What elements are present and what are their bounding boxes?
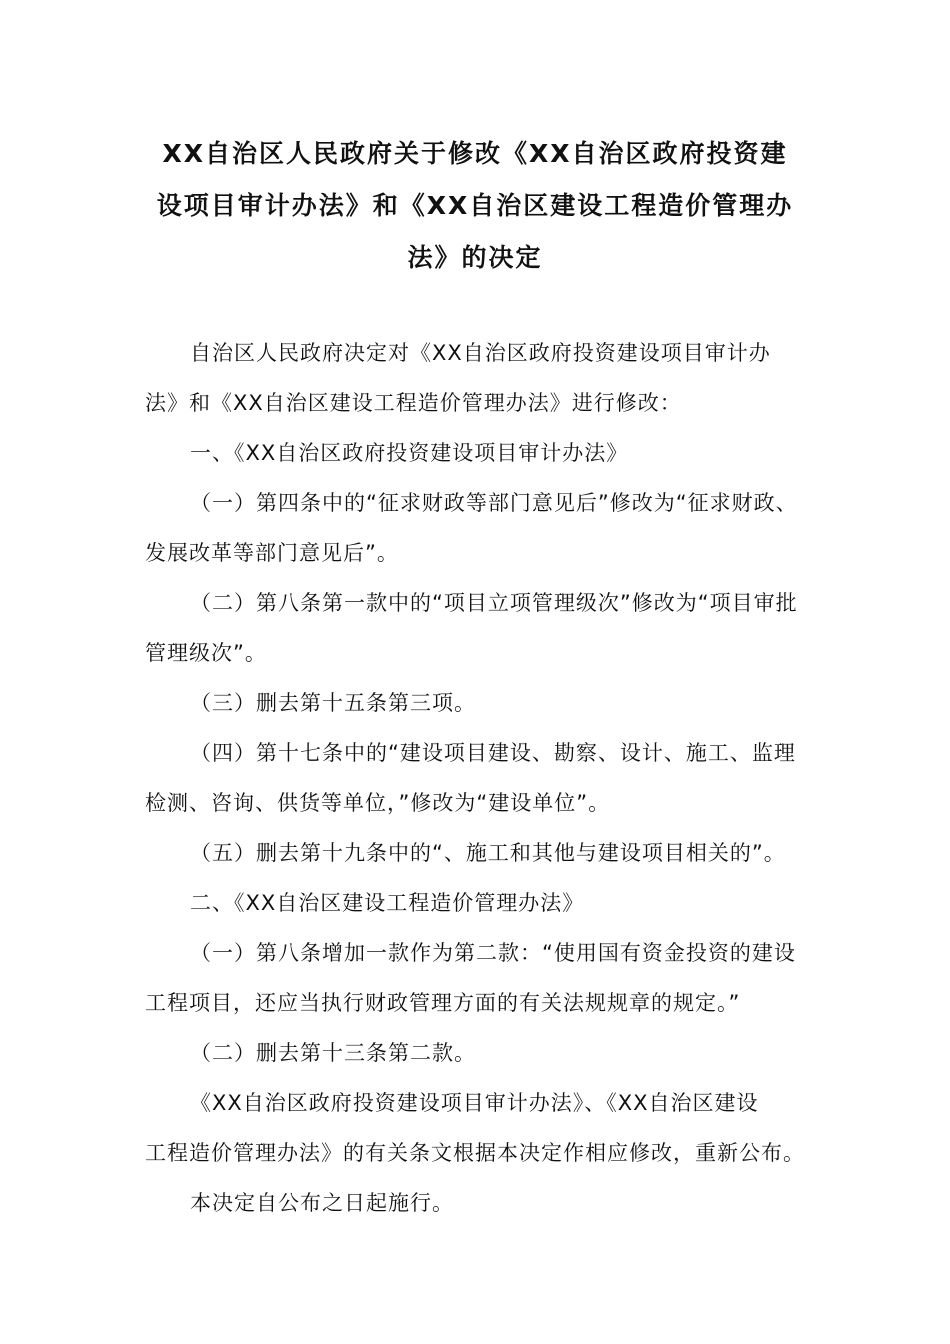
body-line-2: 法》和《XX自治区建设工程造价管理办法》进行修改： — [145, 391, 682, 415]
body-line-17: 工程造价管理办法》的有关条文根据本决定作相应修改，重新公布。 — [145, 1141, 805, 1165]
document-body — [145, 328, 810, 1228]
body-line-11: （五）删去第十九条中的“、施工和其他与建设项目相关的”。 — [190, 841, 786, 865]
body-line-5: 发展改革等部门意见后”。 — [145, 541, 399, 565]
body-line-8: （三）删去第十五条第三项。 — [190, 691, 476, 715]
body-line-1: 自治区人民政府决定对《XX自治区政府投资建设项目审计办 — [190, 341, 771, 365]
title-line-1: XX自治区人民政府关于修改《XX自治区政府投资建 — [162, 139, 788, 168]
body-line-16: 《XX自治区政府投资建设项目审计办法》、《XX自治区建设 — [190, 1091, 759, 1115]
body-line-7: 管理级次”。 — [145, 641, 267, 665]
body-line-4: （一）第四条中的“征求财政等部门意见后”修改为“征求财政、 — [190, 491, 798, 515]
section-heading-2: 二、《XX自治区建设工程造价管理办法》 — [190, 891, 585, 915]
document-title — [140, 128, 810, 284]
body-line-9: （四）第十七条中的“建设项目建设、勘察、设计、施工、监理 — [190, 741, 796, 765]
body-line-18: 本决定自公布之日起施行。 — [190, 1191, 454, 1215]
section-heading-1: 一、《XX自治区政府投资建设项目审计办法》 — [190, 441, 629, 465]
body-line-15: （二）删去第十三条第二款。 — [190, 1041, 476, 1065]
title-line-2: 设项目审计办法》和《XX自治区建设工程造价管理办 — [156, 191, 794, 220]
body-line-6: （二）第八条第一款中的“项目立项管理级次”修改为“项目审批 — [190, 591, 798, 615]
body-line-10: 检测、咨询、供货等单位，”修改为“建设单位”。 — [145, 791, 611, 815]
body-line-14: 工程项目，还应当执行财政管理方面的有关法规规章的规定。” — [145, 991, 741, 1015]
body-line-13: （一）第八条增加一款作为第二款：“使用国有资金投资的建设 — [190, 941, 796, 965]
title-line-3: 法》的决定 — [407, 243, 543, 272]
